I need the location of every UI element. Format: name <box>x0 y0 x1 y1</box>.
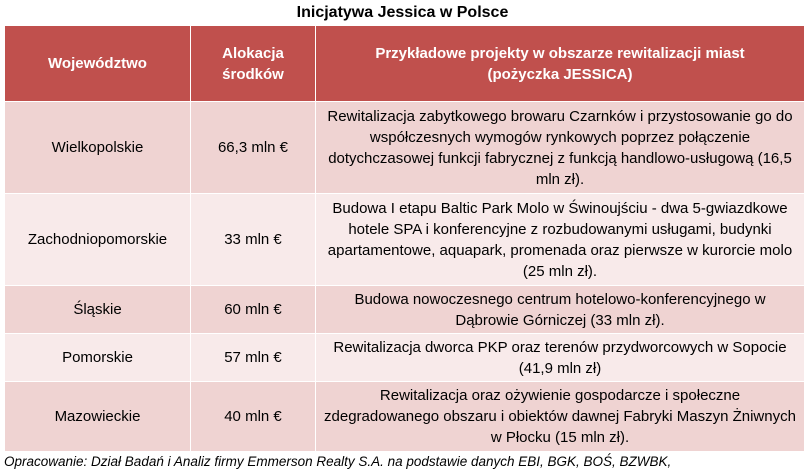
header-allocation-line2: środków <box>222 65 284 83</box>
cell-region: Wielkopolskie <box>5 102 191 194</box>
table-row <box>5 334 805 382</box>
header-allocation-line1: Alokacja <box>222 44 284 62</box>
table-row <box>5 286 805 334</box>
cell-project: Rewitalizacja dworca PKP oraz terenów przydworcowych w Sopocie (41,9 mln zł) <box>316 334 805 382</box>
cell-allocation: 57 mln € <box>191 334 316 382</box>
cell-allocation: 66,3 mln € <box>191 102 316 194</box>
cell-project: Rewitalizacja zabytkowego browaru Czarnków i przystosowanie go do współczesnych wymogów rynkowych poprzez połączenie dotychczasowej funkcji fabrycznej z funkcją handlowo-usługową (16,5 mln zł). <box>316 102 805 194</box>
cell-allocation: 33 mln € <box>191 194 316 286</box>
header-projects-line1: Przykładowe projekty w obszarze rewitalizacji miast <box>375 44 745 62</box>
cell-region: Mazowieckie <box>5 382 191 452</box>
header-projects-line2: (pożyczka JESSICA) <box>487 65 633 83</box>
table-row <box>5 194 805 286</box>
cell-region: Śląskie <box>5 286 191 334</box>
table-title: Inicjatywa Jessica w Polsce <box>296 4 509 21</box>
jessica-table <box>4 25 805 452</box>
header-region-label: Województwo <box>48 55 147 72</box>
cell-region: Zachodniopomorskie <box>5 194 191 286</box>
cell-project: Rewitalizacja oraz ożywienie gospodarcze i społeczne zdegradowanego obszaru i obiektów dawnej Fabryki Maszyn Żniwnych w Płocku (15 mln zł). <box>316 382 805 452</box>
header-allocation <box>191 26 316 102</box>
table-row <box>5 382 805 452</box>
header-projects <box>316 26 805 102</box>
cell-project: Budowa nowoczesnego centrum hotelowo-konferencyjnego w Dąbrowie Górniczej (33 mln zł). <box>316 286 805 334</box>
cell-allocation: 60 mln € <box>191 286 316 334</box>
header-region <box>5 26 191 102</box>
source-note: Opracowanie: Dział Badań i Analiz firmy Emmerson Realty S.A. na podstawie danych EBI, BGK, BOŚ, BZWBK, <box>4 454 672 469</box>
cell-allocation: 40 mln € <box>191 382 316 452</box>
table-row <box>5 102 805 194</box>
cell-project: Budowa I etapu Baltic Park Molo w Świnoujściu - dwa 5-gwiazdkowe hotele SPA i konferencyjne z rozbudowanymi usługami, budynki apartamentowe, aquapark, promenada oraz pierwsze w kurorcie molo (25 mln zł). <box>316 194 805 286</box>
cell-region: Pomorskie <box>5 334 191 382</box>
header-row <box>5 26 805 102</box>
